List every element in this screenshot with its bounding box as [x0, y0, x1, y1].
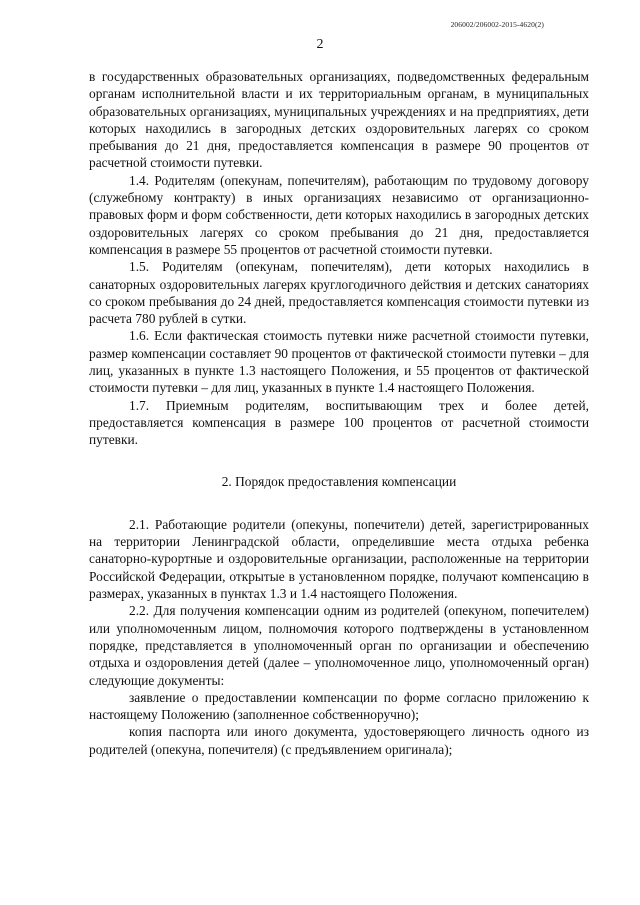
- document-list-item: заявление о предоставлении компенсации по форме согласно приложению к настоящему Положению (заполненное собственноручно);: [89, 689, 589, 723]
- paragraph-1-4: 1.4. Родителям (опекунам, попечителям), работающим по трудовому договору (служебному контракту) в иных организациях независимо от организационно-правовых форм и форм собственности, дети которых находились в загородных детских оздоровительных лагерях со сроком пребывания до 21 дня, предоставляется компенсация в размере 55 процентов от расчетной стоимости путевки.: [89, 172, 589, 257]
- document-body: [89, 68, 589, 758]
- paragraph-1-5: 1.5. Родителям (опекунам, попечителям), дети которых находились в санаторных оздоровительных лагерях круглогодичного действия и детских санаториях со сроком пребывания до 24 дней, предоставляется компенсация стоимости путевки из расчета 780 рублей в сутки.: [89, 259, 589, 327]
- paragraph-1-7: 1.7. Приемным родителям, воспитывающим трех и более детей, предоставляется компенсация в размере 100 процентов от расчетной стоимости путевки.: [89, 397, 589, 448]
- paragraph-continuation: в государственных образовательных организациях, подведомственных федеральным органам исполнительной власти и их территориальным органам, в муниципальных образовательных организациях, муниципальных учреждениях и на предприятиях, дети которых находились в загородных детских оздоровительных лагерях со сроком пребывания до 21 дня, предоставляется компенсация в размере 90 процентов от расчетной стоимости путевки.: [89, 69, 589, 171]
- page-number: 2: [316, 37, 324, 52]
- document-id: 206002/206002-2015-4620(2): [450, 20, 544, 29]
- document-list-item: копия паспорта или иного документа, удостоверяющего личность одного из родителей (опекуна, попечителя) (с предъявлением оригинала);: [89, 724, 589, 757]
- paragraph-2-2: 2.2. Для получения компенсации одним из родителей (опекуном, попечителем) или уполномоченным лицом, полномочия которого подтверждены в установленном порядке, представляется в уполномоченный орган по организации и обеспечению отдыха и оздоровления детей (далее – уполномоченное лицо, уполномоченный орган) следующие документы:: [89, 603, 589, 688]
- section-2-heading: 2. Порядок предоставления компенсации: [221, 473, 457, 489]
- paragraph-1-6: 1.6. Если фактическая стоимость путевки ниже расчетной стоимости путевки, размер компенсации составляет 90 процентов от фактической стоимости путевки – для лиц, указанных в пункте 1.3 настоящего Положения, и 55 процентов от фактической стоимости путевки – для лиц, указанных в пункте 1.4 настоящего Положения.: [89, 328, 589, 396]
- paragraph-2-1: 2.1. Работающие родители (опекуны, попечители) детей, зарегистрированных на территории Ленинградской области, определившие места отдыха ребенка санаторно-курортные и оздоровительные организации, расположенные на территории Российской Федерации, открытые в установленном порядке, получают компенсацию в размерах, указанных в пунктах 1.3 и 1.4 настоящего Положения.: [89, 516, 589, 602]
